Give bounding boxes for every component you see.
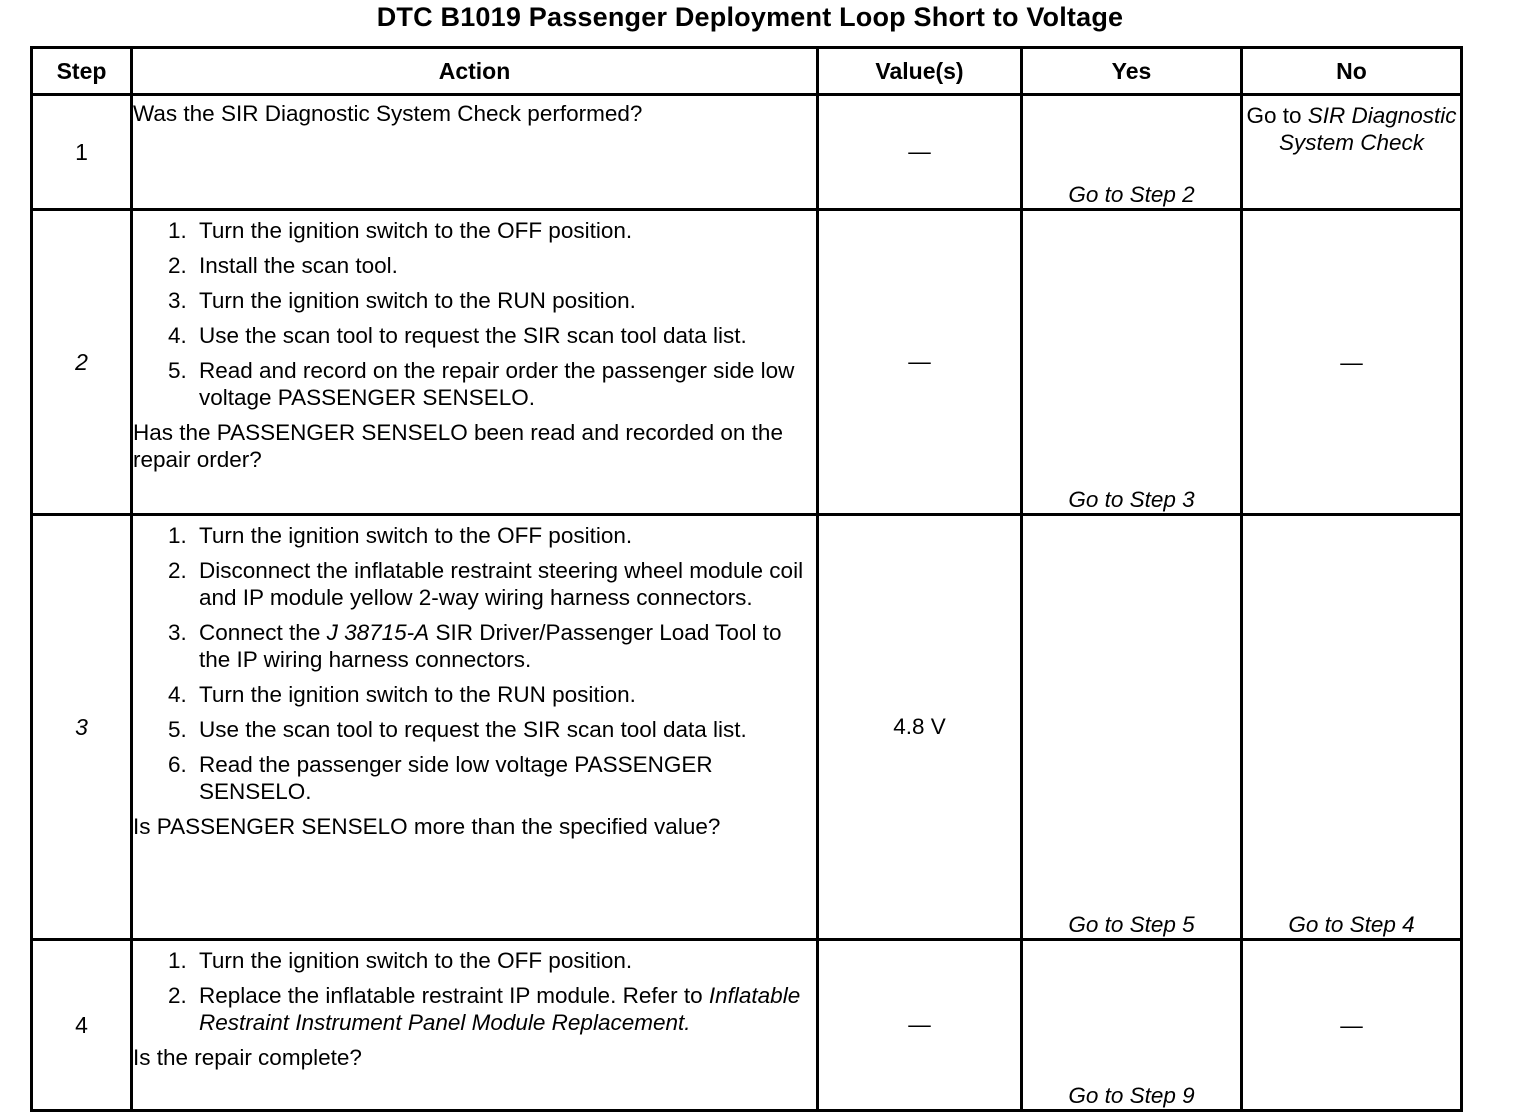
header-action: Action — [132, 48, 818, 95]
step-number: 1 — [32, 95, 132, 210]
header-yes: Yes — [1022, 48, 1242, 95]
table-header-row — [32, 48, 1462, 95]
action-item: 1. Turn the ignition switch to the OFF position. — [193, 947, 816, 974]
action-item: 6. Read the passenger side low voltage PASSENGER SENSELO. — [193, 751, 816, 805]
table-row — [32, 515, 1462, 940]
action-item-text: SIR Driver/Passenger Load Tool to the IP wiring harness connectors. — [199, 620, 782, 672]
value-cell: 4.8 V — [818, 515, 1022, 940]
action-cell — [132, 210, 818, 515]
action-list — [133, 947, 816, 1036]
action-item: 2. Disconnect the inflatable restraint steering wheel module coil and IP module yellow 2-way wiring harness connectors. — [193, 557, 816, 611]
table-row — [32, 210, 1462, 515]
action-item: 1. Turn the ignition switch to the OFF position. — [193, 522, 816, 549]
action-item: 2. Install the scan tool. — [193, 252, 816, 279]
action-item: 1. Turn the ignition switch to the OFF position. — [193, 217, 816, 244]
header-step: Step — [32, 48, 132, 95]
no-cell: Go to Step 4 — [1242, 515, 1462, 940]
step-number: 4 — [32, 940, 132, 1111]
yes-cell: Go to Step 3 — [1022, 210, 1242, 515]
value-cell: — — [818, 95, 1022, 210]
action-question: Is the repair complete? — [133, 1045, 362, 1070]
yes-cell: Go to Step 5 — [1022, 515, 1242, 940]
no-cell — [1242, 95, 1462, 210]
action-list — [133, 217, 816, 411]
action-list — [133, 522, 816, 805]
action-item: 4. Use the scan tool to request the SIR scan tool data list. — [193, 322, 816, 349]
action-cell — [132, 515, 818, 940]
action-question: Was the SIR Diagnostic System Check performed? — [133, 101, 643, 126]
header-values: Value(s) — [818, 48, 1022, 95]
table-row — [32, 95, 1462, 210]
step-number: 3 — [32, 515, 132, 940]
action-item: 5. Use the scan tool to request the SIR scan tool data list. — [193, 716, 816, 743]
action-item-text: Replace the inflatable restraint IP module. Refer to — [199, 983, 703, 1008]
action-question: Is PASSENGER SENSELO more than the specified value? — [133, 814, 721, 839]
tool-reference: J 38715-A — [326, 620, 430, 645]
action-item — [193, 982, 816, 1036]
action-item: 4. Turn the ignition switch to the RUN position. — [193, 681, 816, 708]
no-reference: SIR Diagnostic System Check — [1278, 103, 1457, 155]
step-number: 2 — [32, 210, 132, 515]
action-item — [193, 619, 816, 673]
action-item-text: Connect the — [199, 620, 321, 645]
action-item: 5. Read and record on the repair order the passenger side low voltage PASSENGER SENSELO. — [193, 357, 816, 411]
yes-cell: Go to Step 9 — [1022, 940, 1242, 1111]
no-cell: — — [1242, 210, 1462, 515]
no-cell: — — [1242, 940, 1462, 1111]
procedure-reference: Inflatable Restraint Instrument Panel Module Replacement — [199, 983, 801, 1035]
action-item-period: . — [684, 1010, 691, 1035]
action-question: Has the PASSENGER SENSELO been read and recorded on the repair order? — [133, 420, 783, 472]
diagnostic-table — [30, 46, 1463, 1112]
page-title: DTC B1019 Passenger Deployment Loop Short to Voltage — [376, 2, 1124, 32]
action-item: 3. Turn the ignition switch to the RUN position. — [193, 287, 816, 314]
no-prefix: Go to — [1246, 103, 1302, 128]
action-cell — [132, 95, 818, 210]
yes-cell: Go to Step 2 — [1022, 95, 1242, 210]
header-no: No — [1242, 48, 1462, 95]
value-cell: — — [818, 940, 1022, 1111]
action-cell — [132, 940, 818, 1111]
value-cell: — — [818, 210, 1022, 515]
table-row — [32, 940, 1462, 1111]
